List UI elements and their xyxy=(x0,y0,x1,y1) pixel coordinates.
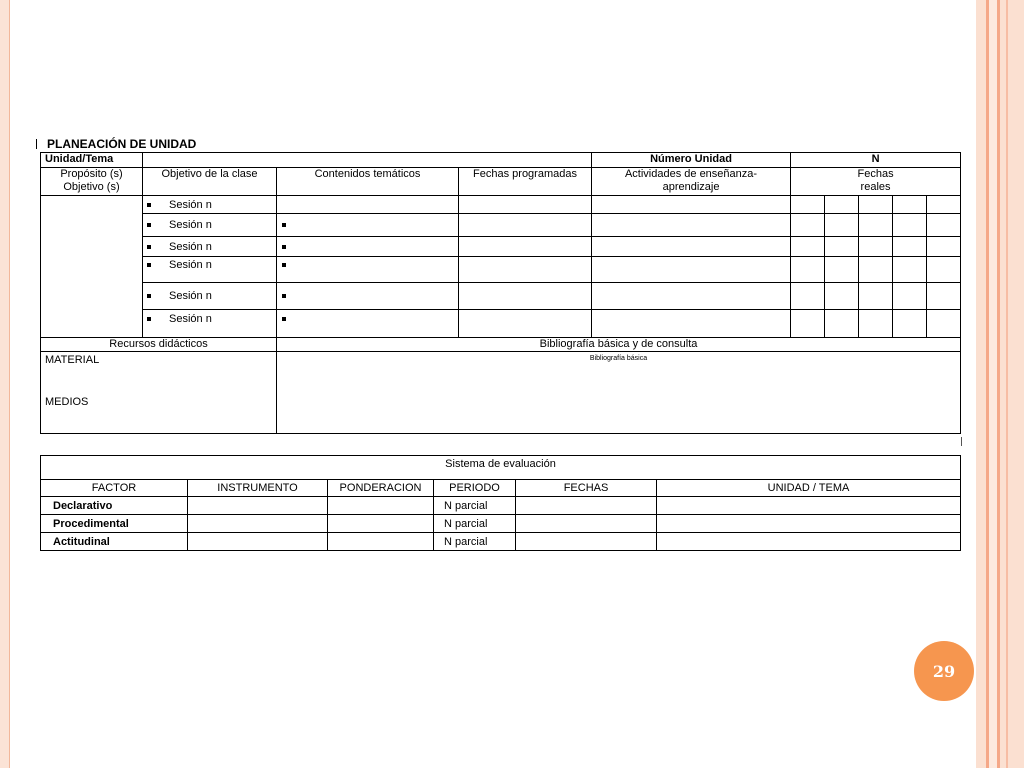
fechas-programadas-cell[interactable] xyxy=(459,310,592,338)
fechas-cell[interactable] xyxy=(516,497,657,515)
periodo-cell: N parcial xyxy=(434,497,516,515)
contenidos-header: Contenidos temáticos xyxy=(277,168,459,196)
bibliografia-cell[interactable] xyxy=(277,352,961,434)
numero-unidad-label: Número Unidad xyxy=(592,153,791,168)
contenidos-cell[interactable] xyxy=(277,283,459,310)
fecha-real-cell[interactable] xyxy=(791,257,825,283)
actividades-cell[interactable] xyxy=(592,214,791,237)
unidad-tema-value[interactable] xyxy=(143,153,592,168)
fecha-real-cell[interactable] xyxy=(825,283,859,310)
session-label: Sesión n xyxy=(169,290,212,302)
unidad-tema-header: UNIDAD / TEMA xyxy=(657,480,961,497)
bullet-icon xyxy=(282,223,286,227)
fechas-programadas-cell[interactable] xyxy=(459,237,592,257)
evaluation-title: Sistema de evaluación xyxy=(41,456,961,480)
actividades-cell[interactable] xyxy=(592,283,791,310)
page-title: PLANEACIÓN DE UNIDAD xyxy=(47,137,197,151)
instrumento-cell[interactable] xyxy=(188,515,328,533)
proposito-cell[interactable] xyxy=(41,196,143,338)
fecha-real-cell[interactable] xyxy=(859,214,893,237)
fechas-cell[interactable] xyxy=(516,533,657,551)
left-border-decoration xyxy=(0,0,10,768)
session-cell[interactable] xyxy=(143,214,277,237)
page-number-badge: 29 xyxy=(914,641,974,701)
fecha-real-cell[interactable] xyxy=(825,310,859,338)
instrumento-cell[interactable] xyxy=(188,497,328,515)
fecha-real-cell[interactable] xyxy=(893,214,927,237)
fecha-real-cell[interactable] xyxy=(927,283,961,310)
instrumento-cell[interactable] xyxy=(188,533,328,551)
right-stripe xyxy=(1006,0,1008,768)
bibliografia-header: Bibliografía básica y de consulta xyxy=(277,338,961,352)
bullet-icon xyxy=(147,223,151,227)
right-stripe xyxy=(976,0,986,768)
periodo-cell: N parcial xyxy=(434,515,516,533)
contenidos-cell[interactable] xyxy=(277,214,459,237)
fecha-real-cell[interactable] xyxy=(825,196,859,214)
session-label: Sesión n xyxy=(169,198,212,211)
fechas-programadas-cell[interactable] xyxy=(459,196,592,214)
table-row xyxy=(41,497,961,515)
fecha-real-cell[interactable] xyxy=(927,257,961,283)
objetivo-clase-header: Objetivo de la clase xyxy=(143,168,277,196)
instrumento-header: INSTRUMENTO xyxy=(188,480,328,497)
fecha-real-cell[interactable] xyxy=(859,196,893,214)
fechas-programadas-cell[interactable] xyxy=(459,214,592,237)
unidad-tema-cell[interactable] xyxy=(657,533,961,551)
table-row xyxy=(41,533,961,551)
bullet-icon xyxy=(147,263,151,267)
fecha-real-cell[interactable] xyxy=(859,283,893,310)
contenidos-cell[interactable] xyxy=(277,257,459,283)
fecha-real-cell[interactable] xyxy=(825,214,859,237)
session-cell[interactable] xyxy=(143,310,277,338)
fechas-reales-header: Fechas reales xyxy=(791,168,961,196)
bullet-icon xyxy=(282,245,286,249)
fecha-real-cell[interactable] xyxy=(825,257,859,283)
session-cell[interactable] xyxy=(143,283,277,310)
fecha-real-cell[interactable] xyxy=(791,237,825,257)
fechas-programadas-cell[interactable] xyxy=(459,283,592,310)
unidad-tema-cell[interactable] xyxy=(657,497,961,515)
bullet-icon xyxy=(147,294,151,298)
unidad-tema-label: Unidad/Tema xyxy=(41,153,143,168)
actividades-cell[interactable] xyxy=(592,196,791,214)
contenidos-cell[interactable] xyxy=(277,196,459,214)
session-cell[interactable] xyxy=(143,237,277,257)
medios-label: MEDIOS xyxy=(45,396,89,408)
fecha-real-cell[interactable] xyxy=(791,310,825,338)
bullet-icon xyxy=(147,317,151,321)
margin-mark xyxy=(961,437,962,446)
fecha-real-cell[interactable] xyxy=(893,196,927,214)
bullet-icon xyxy=(147,203,151,207)
proposito-header: Propósito (s) Objetivo (s) xyxy=(41,168,143,196)
fecha-real-cell[interactable] xyxy=(927,196,961,214)
factor-cell: Declarativo xyxy=(41,497,188,515)
actividades-cell[interactable] xyxy=(592,257,791,283)
contenidos-cell[interactable] xyxy=(277,237,459,257)
actividades-header: Actividades de enseñanza-aprendizaje xyxy=(592,168,791,196)
fecha-real-cell[interactable] xyxy=(859,310,893,338)
factor-cell: Actitudinal xyxy=(41,533,188,551)
fecha-real-cell[interactable] xyxy=(859,237,893,257)
bullet-icon xyxy=(147,245,151,249)
fechas-programadas-header: Fechas programadas xyxy=(459,168,592,196)
fecha-real-cell[interactable] xyxy=(893,257,927,283)
cursor-mark xyxy=(36,139,39,149)
fechas-cell[interactable] xyxy=(516,515,657,533)
fecha-real-cell[interactable] xyxy=(893,310,927,338)
bullet-icon xyxy=(282,317,286,321)
fecha-real-cell[interactable] xyxy=(927,310,961,338)
fecha-real-cell[interactable] xyxy=(791,196,825,214)
session-label: Sesión n xyxy=(169,313,212,325)
planning-table xyxy=(40,152,961,434)
actividades-cell[interactable] xyxy=(592,310,791,338)
contenidos-cell[interactable] xyxy=(277,310,459,338)
fecha-real-cell[interactable] xyxy=(791,214,825,237)
recursos-cell[interactable] xyxy=(41,352,277,434)
fechas-header: FECHAS xyxy=(516,480,657,497)
fecha-real-cell[interactable] xyxy=(927,237,961,257)
right-stripe xyxy=(989,0,997,768)
table-row xyxy=(41,515,961,533)
ponderacion-header: PONDERACION xyxy=(328,480,434,497)
fecha-real-cell[interactable] xyxy=(859,257,893,283)
factor-cell: Procedimental xyxy=(41,515,188,533)
fecha-real-cell[interactable] xyxy=(825,237,859,257)
ponderacion-cell[interactable] xyxy=(328,497,434,515)
actividades-cell[interactable] xyxy=(592,237,791,257)
periodo-header: PERIODO xyxy=(434,480,516,497)
factor-header: FACTOR xyxy=(41,480,188,497)
numero-unidad-value: N xyxy=(791,153,961,168)
unidad-tema-cell[interactable] xyxy=(657,515,961,533)
material-label: MATERIAL xyxy=(45,354,100,366)
recursos-header: Recursos didácticos xyxy=(41,338,277,352)
bullet-icon xyxy=(282,263,286,267)
fecha-real-cell[interactable] xyxy=(893,283,927,310)
bibliografia-basica-label: Bibliografía básica xyxy=(589,355,648,362)
ponderacion-cell[interactable] xyxy=(328,533,434,551)
fecha-real-cell[interactable] xyxy=(893,237,927,257)
fecha-real-cell[interactable] xyxy=(927,214,961,237)
ponderacion-cell[interactable] xyxy=(328,515,434,533)
right-stripe xyxy=(1000,0,1024,768)
bullet-icon xyxy=(282,294,286,298)
session-label: Sesión n xyxy=(169,259,212,271)
fechas-programadas-cell[interactable] xyxy=(459,257,592,283)
evaluation-table xyxy=(40,455,961,551)
session-label: Sesión n xyxy=(169,219,212,231)
session-cell[interactable] xyxy=(143,257,277,283)
session-label: Sesión n xyxy=(169,240,212,253)
fecha-real-cell[interactable] xyxy=(791,283,825,310)
session-cell[interactable] xyxy=(143,196,277,214)
periodo-cell: N parcial xyxy=(434,533,516,551)
